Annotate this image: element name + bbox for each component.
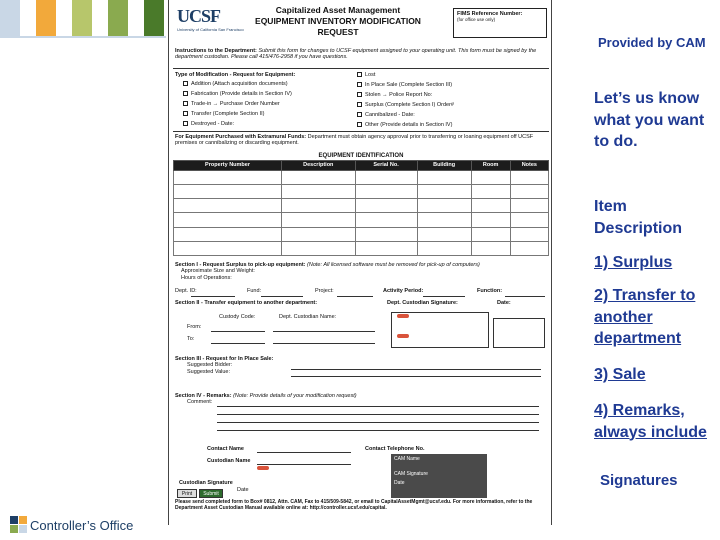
form-footer-note: Please send completed form to Box# 0812, Attn. CAM, Fax to 415/509-5842, or email to CapitalAssetMgmt@ucsf.edu. For more information, refer to the Department Asset Custodian Manual available online at: http://controller.ucsf.edu/capital. <box>175 499 533 511</box>
ucsf-mark-icon <box>10 516 28 534</box>
contact-name-input[interactable] <box>257 452 351 453</box>
option-stolen[interactable]: Stolen → Police Report No: <box>357 92 432 98</box>
from-row: From: <box>187 324 202 330</box>
remarks-link[interactable]: 4) Remarks, always include <box>594 402 707 441</box>
fund-input[interactable] <box>261 296 303 297</box>
table-row[interactable] <box>174 171 549 185</box>
sign-here-flag <box>397 314 409 318</box>
suggested-value-input[interactable] <box>291 376 541 377</box>
extramural-text: Department must obtain agency approval prior to transferring or loaning equipment off UCSF premises or cannibalizing or discarding equipment. <box>175 134 534 147</box>
option-in-place-sale[interactable]: In Place Sale (Complete Section III) <box>357 82 452 88</box>
item-description-text: Item Description <box>594 198 683 237</box>
cam-block <box>391 454 487 498</box>
date-box[interactable] <box>493 318 545 348</box>
form-title-line-1: Capitalized Asset Management <box>275 5 401 15</box>
form-title <box>243 6 433 38</box>
th-serial-no: Serial No. <box>355 161 417 171</box>
from-custodian-input[interactable] <box>273 331 375 332</box>
th-property-number: Property Number <box>174 161 282 171</box>
fund-label: Fund: <box>247 288 262 294</box>
accent-square <box>0 0 20 36</box>
accent-square <box>108 0 128 36</box>
contact-telephone-label: Contact Telephone No. <box>365 446 425 452</box>
table-row[interactable] <box>174 185 549 199</box>
date-label: Date: <box>497 300 511 306</box>
section-1: Section I - Request Surplus to pick-up equipment: (Note: All licensed software must be removed for pick-up of computers) Approximate Size and Weight: Hours of Operations: <box>175 262 480 281</box>
checkbox[interactable] <box>183 101 188 106</box>
sale-link[interactable]: 3) Sale <box>594 366 646 383</box>
dept-id-input[interactable] <box>191 296 235 297</box>
contact-name-label: Contact Name <box>207 446 244 452</box>
option-lost[interactable]: Lost <box>357 72 375 78</box>
function-input[interactable] <box>505 296 545 297</box>
sign-here-flag <box>257 466 269 470</box>
controllers-office-logo <box>10 515 133 535</box>
table-row[interactable] <box>174 213 549 227</box>
extramural-note <box>175 134 547 147</box>
ucsf-logo: UCSF <box>177 6 221 26</box>
accent-square <box>144 0 164 36</box>
accent-square <box>72 0 92 36</box>
divider <box>173 68 549 69</box>
section-3: Section III - Request for In Place Sale: Suggested Bidder: Suggested Value: <box>175 356 274 375</box>
section-2: Section II - Transfer equipment to another department: Dept. Custodian Signature: Date: <box>175 300 511 306</box>
type-of-modification-heading: Type of Modification - Request for Equipment: <box>175 72 296 78</box>
section-4: Section IV - Remarks: (Note: Provide details of your modification request) Comment: <box>175 393 357 406</box>
print-button[interactable]: Print <box>177 489 197 498</box>
project-input[interactable] <box>337 296 373 297</box>
controllers-office-label: Controller’s Office <box>30 517 134 533</box>
comment-line[interactable] <box>217 414 539 415</box>
fims-reference-box[interactable] <box>453 8 547 38</box>
to-custody-input[interactable] <box>211 343 265 344</box>
form-title-line-3: REQUEST <box>317 26 359 37</box>
to-custodian-input[interactable] <box>273 343 375 344</box>
comment-line[interactable] <box>217 430 539 431</box>
cam-date-label: Date <box>394 479 405 486</box>
date-small-label: Date <box>237 487 249 493</box>
custodian-signature-label: Dept. Custodian Signature: <box>387 300 458 306</box>
header-rule <box>0 36 166 38</box>
equipment-identification-title: EQUIPMENT IDENTIFICATION <box>318 153 404 159</box>
function-label: Function: <box>477 288 503 294</box>
checkbox[interactable] <box>357 72 362 77</box>
option-cannibalized[interactable]: Cannibalized - Date: <box>357 112 415 118</box>
table-header-row <box>174 161 549 171</box>
table-row[interactable] <box>174 227 549 241</box>
checkbox[interactable] <box>357 102 362 107</box>
dept-custodian-label: Dept. Custodian Name: <box>279 314 337 320</box>
provided-by-cam: Provided by CAM <box>598 35 706 50</box>
table-row[interactable] <box>174 241 549 255</box>
cam-name-label: CAM Name <box>394 456 420 462</box>
project-label: Project: <box>315 288 334 294</box>
option-transfer[interactable]: Transfer (Complete Section II) <box>183 111 264 117</box>
fims-reference-label: FIMS Reference Number: <box>457 11 523 17</box>
divider <box>173 131 549 132</box>
comment-line[interactable] <box>217 406 539 407</box>
instructions <box>175 48 547 61</box>
checkbox[interactable] <box>183 121 188 126</box>
checkbox[interactable] <box>357 112 362 117</box>
lets-us-know-text: Let’s us know what you want to do. <box>594 90 705 150</box>
checkbox[interactable] <box>183 81 188 86</box>
checkbox[interactable] <box>183 91 188 96</box>
instructions-text: Submit this form for changes to UCSF equipment assigned to your operating unit. This form must be signed by the department custodian. Please call 415/476-2958 if you have questions. <box>175 48 537 61</box>
checkbox[interactable] <box>183 111 188 116</box>
option-fabrication[interactable]: Fabrication (Provide details in Section IV) <box>183 91 292 97</box>
extramural-label: For Equipment Purchased with Extramural Funds: <box>175 134 307 140</box>
equipment-modification-form <box>168 0 552 525</box>
cam-signature-label: CAM Signature <box>394 470 428 477</box>
th-description: Description <box>282 161 356 171</box>
fims-reference-sub: (for office use only) <box>457 17 496 23</box>
equipment-table <box>173 160 549 256</box>
signatures-text: Signatures <box>600 472 678 489</box>
dept-id-label: Dept. ID: <box>175 288 197 294</box>
activity-input[interactable] <box>423 296 465 297</box>
comment-line[interactable] <box>217 422 539 423</box>
option-surplus[interactable]: Surplus (Complete Section I) Order# <box>357 102 454 108</box>
from-custody-input[interactable] <box>211 331 265 332</box>
custodian-name-label: Custodian Name <box>207 458 251 464</box>
to-row: To: <box>187 336 195 342</box>
checkbox[interactable] <box>357 82 362 87</box>
option-addition[interactable]: Addition (Attach acquisition documents) <box>183 81 288 87</box>
surplus-link[interactable]: 1) Surplus <box>594 254 673 271</box>
custody-code-label: Custody Code: <box>219 314 256 320</box>
submit-button[interactable]: Submit <box>199 489 223 498</box>
option-other[interactable]: Other (Provide details in Section IV) <box>357 122 452 128</box>
table-row[interactable] <box>174 199 549 213</box>
instructions-label: Instructions to the Department: <box>175 48 257 54</box>
th-room: Room <box>471 161 510 171</box>
accent-square <box>36 0 56 36</box>
option-trade-in[interactable]: Trade-in → Purchase Order Number <box>183 101 280 107</box>
checkbox[interactable] <box>357 122 362 127</box>
custodian-signature-label: Custodian Signature <box>179 480 233 486</box>
custodian-name-input[interactable] <box>257 464 351 465</box>
ucsf-logo-subtitle: University of California San Francisco <box>177 27 244 32</box>
suggested-bidder-input[interactable] <box>291 369 541 370</box>
form-title-line-2: EQUIPMENT INVENTORY MODIFICATION <box>255 15 421 26</box>
activity-label: Activity Period: <box>383 288 424 294</box>
th-building: Building <box>417 161 471 171</box>
option-destroyed[interactable]: Destroyed - Date: <box>183 121 234 127</box>
th-notes: Notes <box>510 161 548 171</box>
transfer-link[interactable]: 2) Transfer to another department <box>594 287 696 347</box>
checkbox[interactable] <box>357 92 362 97</box>
